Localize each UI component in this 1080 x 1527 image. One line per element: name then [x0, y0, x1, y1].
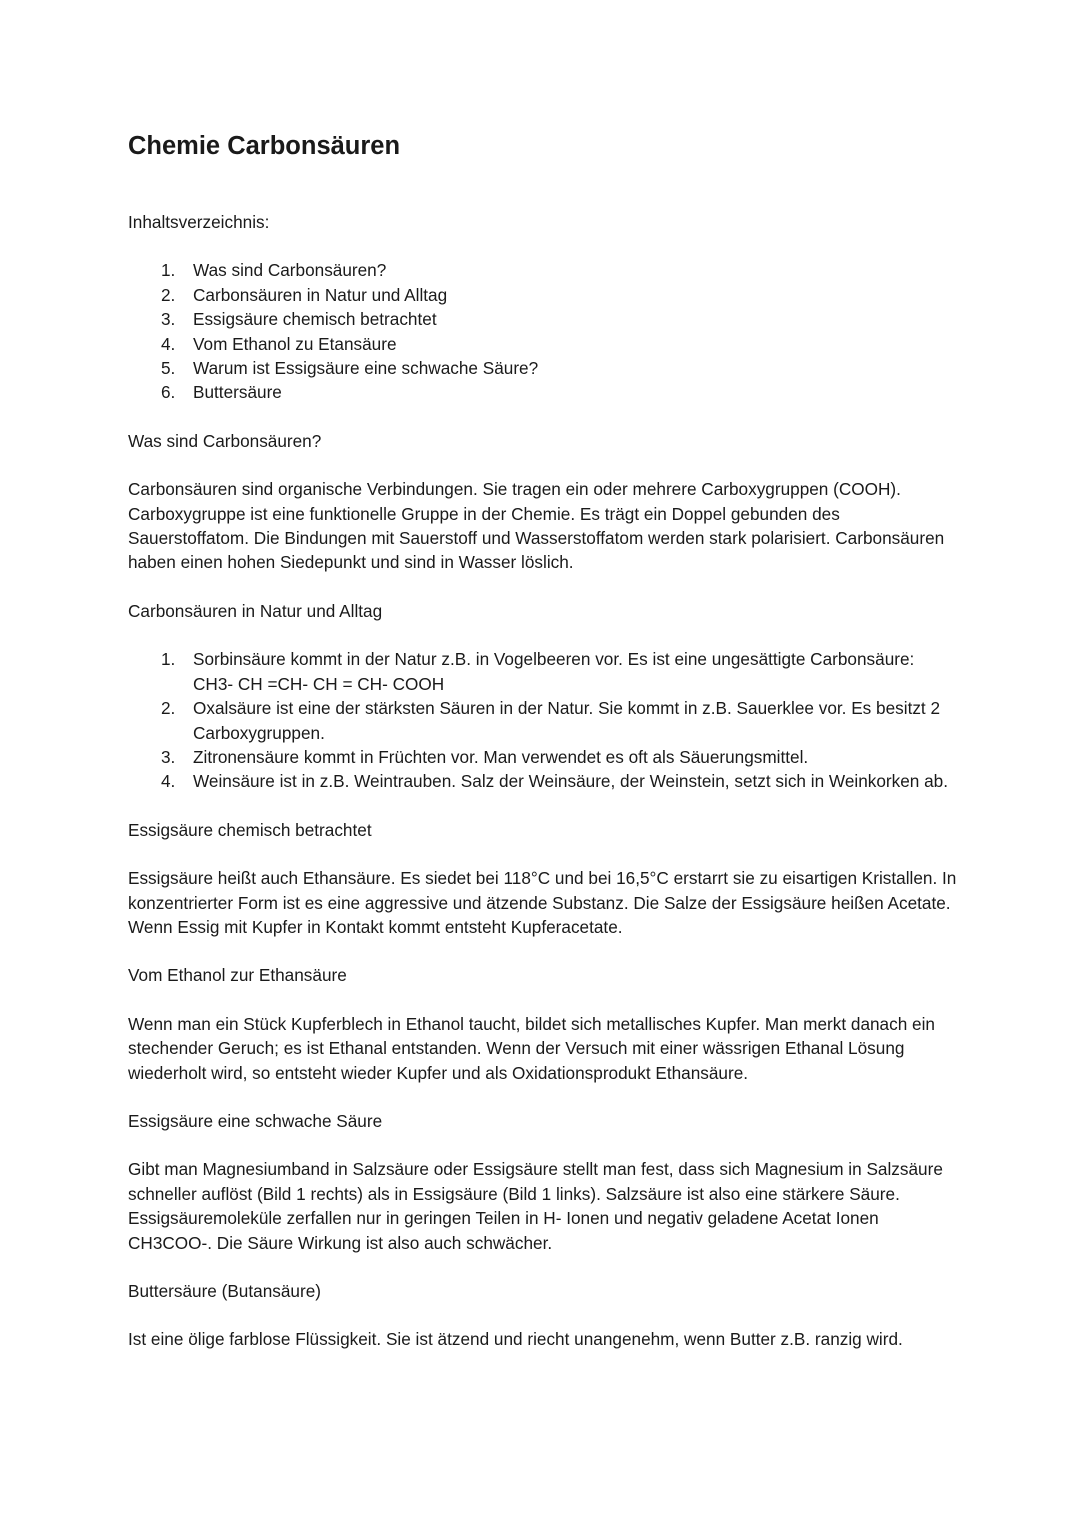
natur-alltag-list — [128, 647, 958, 793]
list-item — [128, 769, 958, 793]
toc-item-text: Vom Ethanol zu Etansäure — [193, 333, 397, 354]
toc-item-text: Essigsäure chemisch betrachtet — [193, 309, 437, 330]
section-text-buttersaeure: Ist eine ölige farblose Flüssigkeit. Sie ist ätzend und riecht unangenehm, wenn Butter z.B. ranzig wird. — [128, 1329, 903, 1350]
toc-item — [128, 258, 958, 282]
section-text-schwache-saeure: Gibt man Magnesiumband in Salzsäure oder Essigsäure stellt man fest, dass sich Magnesium in Salzsäure schneller auflöst (Bild 1 rechts) als in Essigsäure (Bild 1 links). Salzsäure ist also eine stärkere Säure. Essigsäuremoleküle zerfallen nur in geringen Teilen in H- Ionen und negativ geladene Acetat Ionen CH3COO-. Die Säure Wirkung ist also auch schwächer. — [128, 1159, 943, 1253]
list-item — [128, 745, 958, 769]
toc-item-number: 3. — [161, 309, 176, 330]
toc-item-text: Carbonsäuren in Natur und Alltag — [193, 284, 448, 305]
toc-item-number: 1. — [161, 260, 176, 281]
list-item-number: 4. — [161, 771, 176, 792]
section-heading-essigsaeure: Essigsäure chemisch betrachtet — [128, 819, 372, 840]
toc-label: Inhaltsverzeichnis: — [128, 212, 270, 232]
page-title: Chemie Carbonsäuren — [128, 132, 401, 160]
list-item-text: Weinsäure ist in z.B. Weintrauben. Salz der Weinsäure, der Weinstein, setzt sich in Weinkorken ab. — [193, 771, 949, 792]
list-item — [128, 696, 958, 745]
list-item-number: 3. — [161, 746, 176, 767]
toc-list — [128, 258, 958, 404]
toc-item — [128, 283, 958, 307]
section-text-ethanol: Wenn man ein Stück Kupferblech in Ethanol taucht, bildet sich metallisches Kupfer. Man merkt danach ein stechender Geruch; es ist Ethanal entstanden. Wenn der Versuch mit einer wässrigen Ethanal Lösung wiederholt wird, so entsteht wieder Kupfer und als Oxidationsprodukt Ethansäure. — [128, 1013, 935, 1083]
list-item — [128, 647, 958, 696]
toc-item-number: 4. — [161, 333, 176, 354]
section-text-carbonsaeuren: Carbonsäuren sind organische Verbindungen. Sie tragen ein oder mehrere Carboxygruppen (COOH). Carboxygruppe ist eine funktionelle Gruppe in der Chemie. Es trägt ein Doppel gebunden des Sauerstoffatom. Die Bindungen mit Sauerstoff und Wasserstoffatom werden stark polarisiert. Carbonsäuren haben einen hohen Siedepunkt und sind in Wasser löslich. — [128, 479, 945, 573]
list-item-text: Sorbinsäure kommt in der Natur z.B. in Vogelbeeren vor. Es ist eine ungesättigte Carbonsäure: CH3- CH =CH- CH = CH- COOH — [193, 649, 915, 694]
list-item-number: 2. — [161, 698, 176, 719]
list-item-number: 1. — [161, 649, 176, 670]
list-item-text: Oxalsäure ist eine der stärksten Säuren in der Natur. Sie kommt in z.B. Sauerklee vor. Es besitzt 2 Carboxygruppen. — [193, 698, 941, 743]
section-text-essigsaeure: Essigsäure heißt auch Ethansäure. Es siedet bei 118°C und bei 16,5°C erstarrt sie zu eisartigen Kristallen. In konzentrierter Form ist es eine aggressive und ätzende Substanz. Die Salze der Essigsäure heißen Acetate. Wenn Essig mit Kupfer in Kontakt kommt entsteht Kupferacetate. — [128, 868, 957, 937]
toc-item-number: 6. — [161, 382, 176, 403]
section-heading-ethanol: Vom Ethanol zur Ethansäure — [128, 965, 347, 986]
toc-item — [128, 332, 958, 356]
toc-item-number: 5. — [161, 358, 176, 379]
list-item-text: Zitronensäure kommt in Früchten vor. Man verwendet es oft als Säuerungsmittel. — [193, 746, 809, 767]
toc-item-text: Was sind Carbonsäuren? — [193, 260, 387, 281]
section-heading-schwache-saeure: Essigsäure eine schwache Säure — [128, 1110, 383, 1131]
toc-item — [128, 307, 958, 331]
section-heading-carbonsaeuren: Was sind Carbonsäuren? — [128, 430, 322, 451]
document-content — [128, 128, 958, 1376]
toc-item-number: 2. — [161, 284, 176, 305]
toc-item — [128, 380, 958, 404]
section-heading-natur-alltag: Carbonsäuren in Natur und Alltag — [128, 600, 383, 621]
toc-item-text: Buttersäure — [193, 382, 282, 403]
section-heading-buttersaeure: Buttersäure (Butansäure) — [128, 1281, 321, 1301]
toc-item — [128, 356, 958, 380]
toc-item-text: Warum ist Essigsäure eine schwache Säure? — [193, 358, 539, 379]
